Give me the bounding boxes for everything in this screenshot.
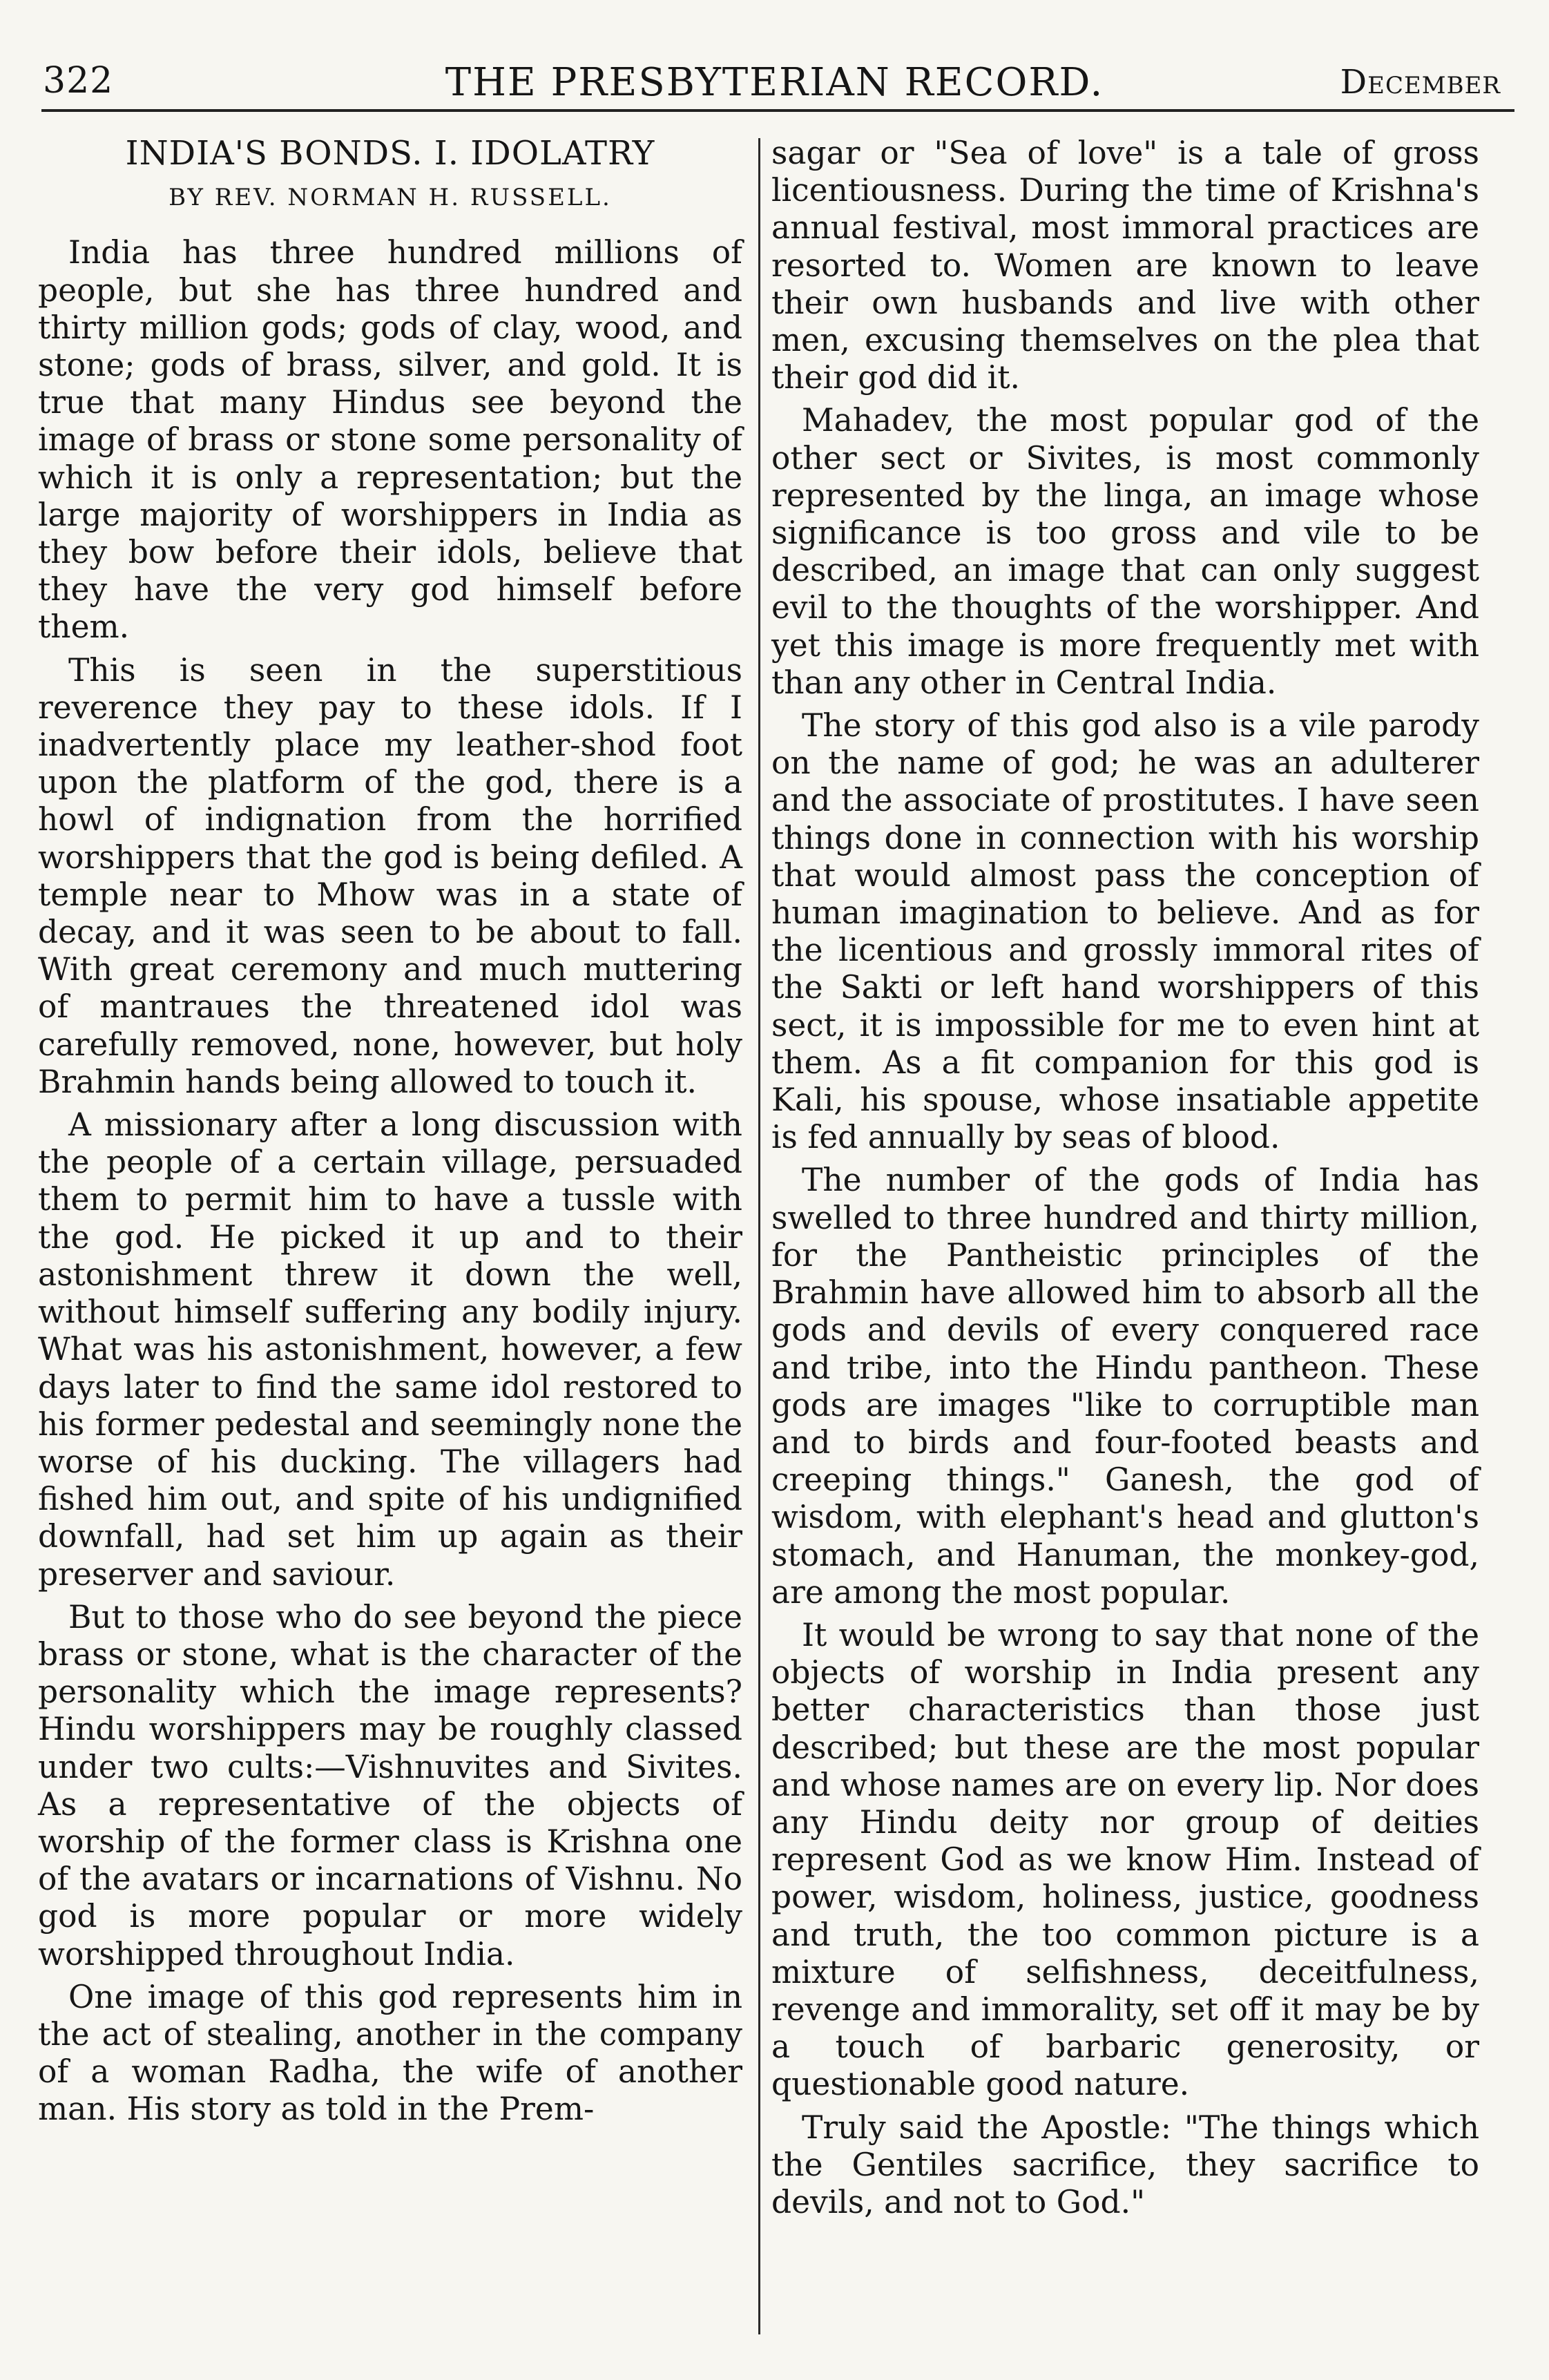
paragraph: A missionary after a long discussion with the people of a certain village, persuaded them to permit him to have a tussle with the god. He picked it up and to their astonishment threw it down the well, without himself suffering any bodily injury. What was his astonishment, however, a few days later to find the same idol restored to his former pedestal and seemingly none the worse of his ducking. The villagers had fished him out, and spite of his undignified downfall, had set him up again as their preserver and saviour. bbox=[38, 1106, 742, 1593]
paragraph: It would be wrong to say that none of the objects of worship in India present any better characteristics than those just described; but these are the most popular and whose names are on every lip. Nor does any Hindu deity nor group of deities represent God as we know Him. Instead of power, wisdom, holiness, justice, goodness and truth, the too common picture is a mixture of selfishness, deceitfulness, revenge and immorality, set off it may be by a touch of barbaric generosity, or questionable good nature. bbox=[771, 1616, 1479, 2103]
paragraph: The story of this god also is a vile parody on the name of god; he was an adulterer and the associate of prostitutes. I have seen things done in connection with his worship that would almost pass the conception of human imagination to believe. And as for the licentious and grossly immoral rites of the Sakti or left hand worshippers of this sect, it is impossible for me to even hint at them. As a fit companion for this god is Kali, his spouse, whose insatiable appetite is fed annually by seas of blood. bbox=[771, 707, 1479, 1156]
paragraph: sagar or "Sea of love" is a tale of gross licentiousness. During the time of Krishna's annual festival, most immoral practices are resorted to. Women are known to leave their own husbands and live with other men, excusing themselves on the plea that their god did it. bbox=[771, 135, 1479, 396]
journal-title: THE PRESBYTERIAN RECORD. bbox=[445, 60, 1104, 105]
page-header bbox=[41, 52, 1508, 114]
paragraph: Truly said the Apostle: "The things which the Gentiles sacrifice, they sacrifice to devils, and not to God." bbox=[771, 2109, 1479, 2220]
paragraph: India has three hundred millions of people, but she has three hundred and thirty million gods; gods of clay, wood, and stone; gods of brass, silver, and gold. It is true that many Hindus see beyond the image of brass or stone some personality of which it is only a representation; but the large majority of worshippers in India as they bow before their idols, believe that they have the very god himself before them. bbox=[38, 234, 742, 646]
column-divider bbox=[758, 138, 760, 2334]
paragraph: But to those who do see beyond the piece brass or stone, what is the character of the personality which the image represents? Hindu worshippers may be roughly classed under two cults:—Vishnuvites and Sivites. As a representative of the objects of worship of the former class is Krishna one of the avatars or incarnations of Vishnu. No god is more popular or more widely worshipped throughout India. bbox=[38, 1598, 742, 1973]
paragraph: One image of this god represents him in the act of stealing, another in the company of a woman Radha, the wife of another man. His story as told in the Prem- bbox=[38, 1978, 742, 2128]
header-rule bbox=[41, 109, 1514, 112]
article-title: INDIA'S BONDS. I. IDOLATRY bbox=[125, 134, 655, 173]
column-right bbox=[771, 135, 1479, 2227]
paragraph: The number of the gods of India has swelled to three hundred and thirty million, for the Pantheistic principles of the Brahmin have allowed him to absorb all the gods and devils of every conquered race and tribe, into the Hindu pantheon. These gods are images "like to corruptible man and to birds and four-footed beasts and creeping things." Ganesh, the god of wisdom, with elephant's head and glutton's stomach, and Hanuman, the monkey-god, are among the most popular. bbox=[771, 1162, 1479, 1611]
page-number: 322 bbox=[43, 60, 114, 102]
article-byline: BY REV. NORMAN H. RUSSELL. bbox=[169, 184, 612, 212]
paragraph: This is seen in the superstitious reverence they pay to these idols. If I inadvertently place my leather-shod foot upon the platform of the god, there is a howl of indignation from the horrified worshippers that the god is being defiled. A temple near to Mhow was in a state of decay, and it was seen to be about to fall. With great ceremony and much muttering of mantraues the threatened idol was carefully removed, none, however, but holy Brahmin hands being allowed to touch it. bbox=[38, 651, 742, 1100]
paragraph: Mahadev, the most popular god of the other sect or Sivites, is most commonly represented by the linga, an image whose significance is too gross and vile to be described, an image that can only suggest evil to the thoughts of the worshipper. And yet this image is more frequently met with than any other in Central India. bbox=[771, 402, 1479, 701]
column-left bbox=[38, 135, 742, 2134]
issue-month: December bbox=[1340, 63, 1501, 102]
